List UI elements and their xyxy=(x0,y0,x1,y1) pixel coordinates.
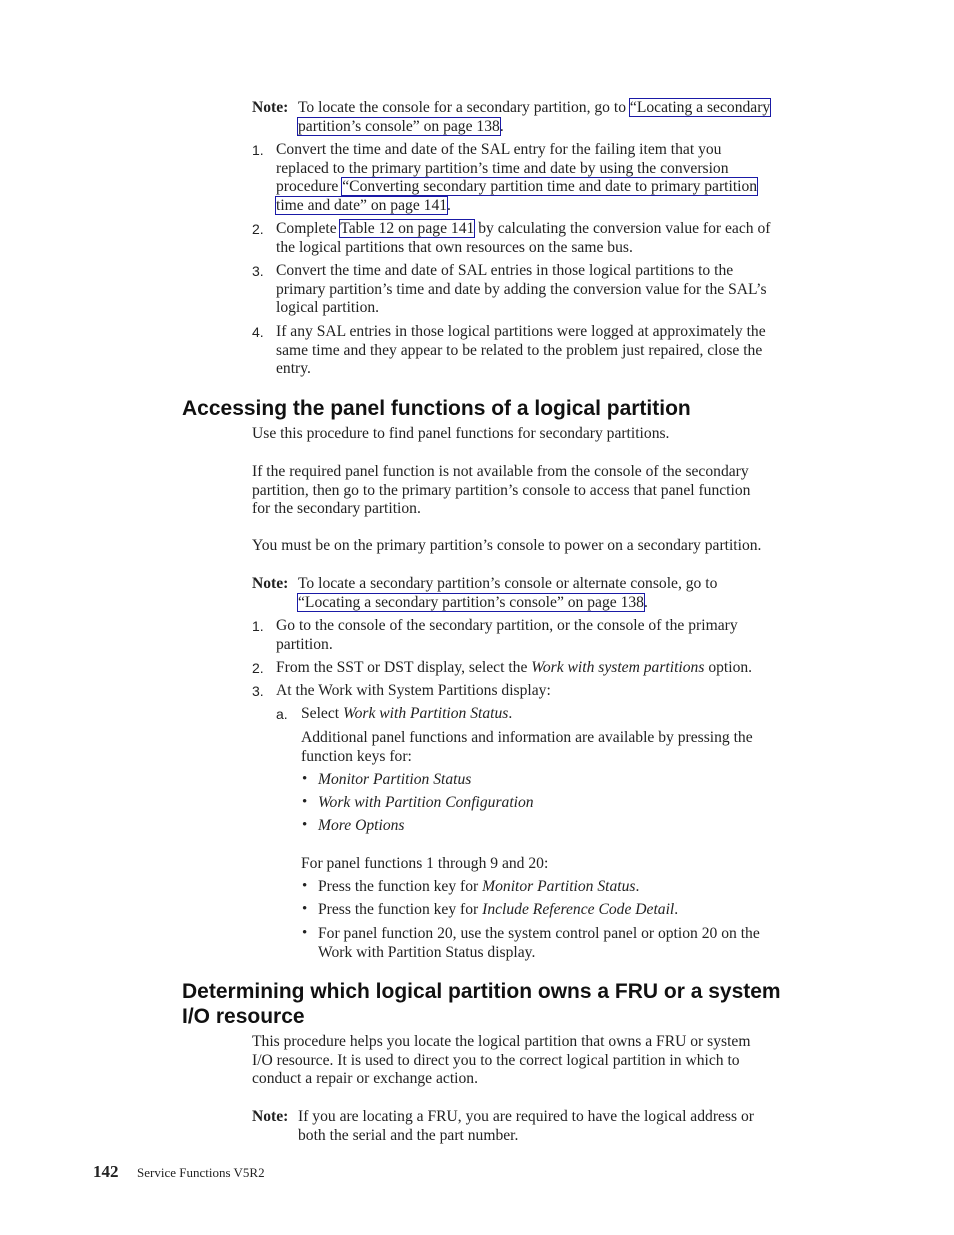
link-locating-console-cont[interactable]: partition’s console” on page 138 xyxy=(298,118,500,135)
list-line: For panel function 20, use the system control panel or option 20 on the xyxy=(318,925,760,942)
para-line: If the required panel function is not available from the console of the secondary xyxy=(252,463,749,480)
note-2-body xyxy=(298,575,838,612)
bullet-icon: • xyxy=(302,794,308,810)
para-line: function keys for: xyxy=(301,747,412,765)
list-item xyxy=(318,878,639,897)
step-text: Complete xyxy=(276,220,337,237)
bullet-icon: • xyxy=(302,771,308,787)
punct: . xyxy=(674,901,679,918)
paragraph: Use this procedure to find panel functions for secondary partitions. xyxy=(252,425,670,442)
link-table-12[interactable]: Table 12 on page 141 xyxy=(340,220,475,237)
para-line: for the secondary partition. xyxy=(252,500,421,518)
list-item xyxy=(318,925,838,962)
list-text: Press the function key for xyxy=(318,901,479,918)
section-heading: Accessing the panel functions of a logical partition xyxy=(182,397,691,420)
step-line: primary partition’s time and date by adding the conversion value for the SAL’s xyxy=(276,280,767,298)
step-line: If any SAL entries in those logical partitions were logged at approximately the xyxy=(276,323,766,340)
para-line: Additional panel functions and information are available by pressing the xyxy=(301,729,753,746)
step-2 xyxy=(276,220,841,257)
note-label: Note: xyxy=(252,575,289,592)
list-item: Monitor Partition Status xyxy=(318,771,472,788)
step-1 xyxy=(276,617,841,654)
step-line: Convert the time and date of SAL entries in those logical partitions to the xyxy=(276,262,734,279)
substep-letter: a. xyxy=(276,706,288,722)
section-heading xyxy=(182,979,781,1029)
note-line: If you are locating a FRU, you are required to have the logical address or xyxy=(298,1108,754,1125)
note-3 xyxy=(252,1108,288,1127)
note-label: Note: xyxy=(252,99,289,116)
paragraph xyxy=(252,1033,842,1089)
note-line: both the serial and the part number. xyxy=(298,1126,519,1144)
step-4 xyxy=(276,323,841,379)
step-line: same time and they appear to be related to the problem just repaired, close the xyxy=(276,341,763,359)
note-text: To locate a secondary partition’s console or alternate console, go to xyxy=(298,575,718,592)
step-line: entry. xyxy=(276,360,311,378)
note-text: To locate the console for a secondary partition, go to xyxy=(298,99,627,116)
note-2 xyxy=(252,575,288,594)
step-line: replaced to the primary partition’s time and date by using the conversion xyxy=(276,159,729,177)
step-line xyxy=(276,197,841,216)
bullet-icon: • xyxy=(302,925,308,941)
note-1-line2 xyxy=(298,118,504,137)
step-text: by calculating the conversion value for each of xyxy=(478,220,771,237)
para-line: This procedure helps you locate the logical partition that owns a FRU or system xyxy=(252,1033,751,1050)
para-line: conduct a repair or exchange action. xyxy=(252,1070,478,1088)
step-line: logical partition. xyxy=(276,299,380,317)
step-line: the logical partitions that own resources on the same bus. xyxy=(276,238,633,256)
step-number: 2. xyxy=(252,660,264,676)
page-number: 142 xyxy=(93,1162,119,1181)
list-item: Work with Partition Configuration xyxy=(318,794,534,811)
step-text: From the SST or DST display, select the xyxy=(276,659,528,676)
bullet-icon: • xyxy=(302,817,308,833)
step-line: Go to the console of the secondary partition, or the console of the primary xyxy=(276,617,738,634)
menu-option-name: Monitor Partition Status xyxy=(482,878,636,895)
note-1-body xyxy=(298,99,838,118)
link-locating-console-2[interactable]: “Locating a secondary partition’s console” on page 138 xyxy=(298,593,644,611)
menu-option-name: Include Reference Code Detail xyxy=(482,901,675,918)
paragraph xyxy=(252,463,842,519)
list-item xyxy=(318,901,678,920)
note-1 xyxy=(252,99,288,118)
menu-option-name: Work with Partition Status xyxy=(343,705,509,722)
step-line: partition. xyxy=(276,635,333,653)
step-line: Convert the time and date of the SAL entry for the failing item that you xyxy=(276,141,722,158)
paragraph xyxy=(301,729,841,766)
step-2 xyxy=(276,659,841,678)
note-line xyxy=(298,594,838,613)
list-text: Press the function key for xyxy=(318,878,479,895)
punct: . xyxy=(447,196,451,214)
step-text: option. xyxy=(708,659,753,676)
note-3-body xyxy=(298,1108,838,1145)
para-line: partition, then go to the primary partition’s console to access that panel function xyxy=(252,481,751,499)
step-number: 3. xyxy=(252,263,264,279)
list-item: More Options xyxy=(318,817,405,834)
step-number: 4. xyxy=(252,324,264,340)
step-number: 1. xyxy=(252,142,264,158)
link-converting-time[interactable]: “Converting secondary partition time and date to primary partition xyxy=(342,178,758,196)
punct: . xyxy=(643,593,648,611)
step-3: At the Work with System Partitions display: xyxy=(276,682,551,699)
step-number: 3. xyxy=(252,683,264,699)
step-1 xyxy=(276,141,841,215)
menu-option-name: Work with system partitions xyxy=(531,659,705,676)
step-text: procedure xyxy=(276,178,339,196)
link-converting-time-cont[interactable]: time and date” on page 141 xyxy=(276,196,448,214)
footer-title: Service Functions V5R2 xyxy=(137,1165,265,1180)
list-line: Work with Partition Status display. xyxy=(318,943,536,961)
note-label: Note: xyxy=(252,1108,289,1125)
heading-line: I/O resource xyxy=(182,1005,305,1028)
link-locating-console[interactable]: “Locating a secondary xyxy=(629,99,771,116)
paragraph: You must be on the primary partition’s console to power on a secondary partition. xyxy=(252,537,762,554)
heading-line: Determining which logical partition owns a FRU or a system xyxy=(182,980,781,1003)
bullet-icon: • xyxy=(302,901,308,917)
step-number: 2. xyxy=(252,221,264,237)
step-3 xyxy=(276,262,846,318)
punct: . xyxy=(635,878,640,895)
punct: . xyxy=(508,705,513,722)
step-line xyxy=(276,178,841,197)
substep-a xyxy=(301,705,512,724)
bullet-icon: • xyxy=(302,878,308,894)
step-text: Select xyxy=(301,705,340,722)
para-line: I/O resource. It is used to direct you to the correct logical partition in which to xyxy=(252,1051,740,1069)
punct: . xyxy=(499,118,504,135)
step-number: 1. xyxy=(252,618,264,634)
step-line xyxy=(276,220,841,239)
paragraph: For panel functions 1 through 9 and 20: xyxy=(301,855,549,872)
